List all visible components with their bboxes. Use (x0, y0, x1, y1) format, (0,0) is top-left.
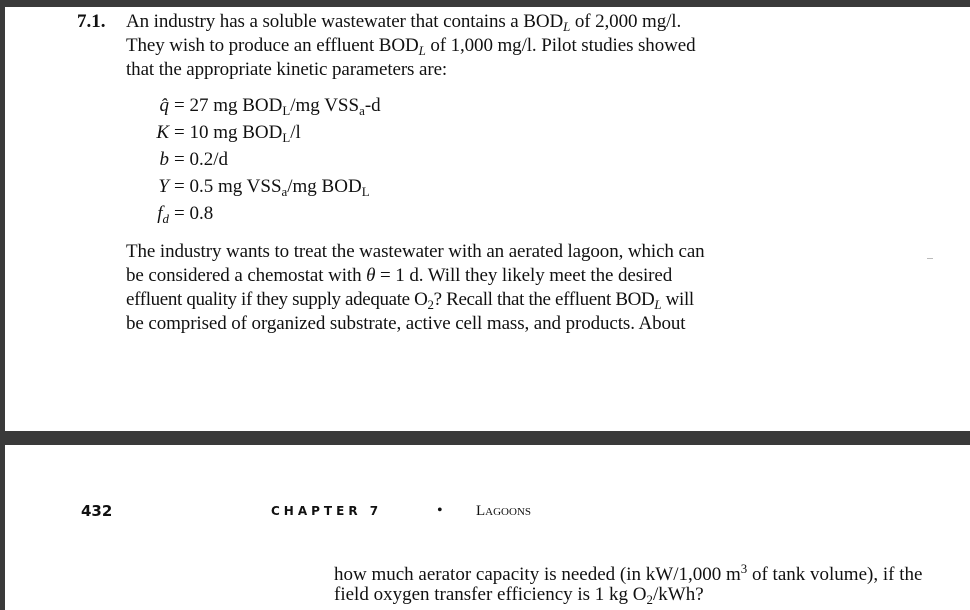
document-page-top (5, 7, 970, 431)
problem-text-line-5: be considered a chemostat with θ = 1 d. Will they likely meet the desired (126, 265, 673, 286)
parameter-q-hat: q̂ = 27 mg $BOD_L/mg$ $VSS_a-d$ (159, 95, 381, 118)
parameter-b: b = 0.2/d (159, 149, 228, 170)
problem-text-line-4: The industry wants to treat the wastewater with an aerated lagoon, which can (126, 241, 705, 262)
section-title: Lagoons (476, 503, 531, 519)
problem-text-line-3: that the appropriate kinetic parameters are: (126, 59, 448, 80)
problem-text-line-1: An industry has a soluble wastewater that contains a $BOD_L$ of 2,000 mg/l. (126, 11, 682, 34)
problem-text-line-2: They wish to produce an effluent $BOD_L$ of 1,000 mg/l. Pilot studies showed (126, 35, 696, 58)
chapter-header: CHAPTER 7 (271, 504, 383, 518)
parameter-value: = 10 mg $BOD_L/l$ (174, 122, 301, 145)
continuation-line-1: how much aerator capacity is needed (in kW/1,000 $m^3$ of tank volume), if the (334, 561, 923, 586)
document-page-bottom (5, 445, 970, 610)
parameter-y: Y = 0.5 mg $VSS_a/mg$ $BOD_L$ (158, 176, 370, 199)
problem-number: 7.1. (77, 11, 106, 32)
page-number: 432 (81, 502, 113, 520)
parameter-value: = 0.2/d (174, 149, 228, 170)
problem-text-line-6: effluent quality if they supply adequate $O_2$? Recall that the effluent $BOD_L$ will (126, 289, 694, 312)
parameter-value: = 27 mg $BOD_L/mg$ $VSS_a-d$ (174, 95, 381, 118)
parameter-value: = 0.8 (174, 203, 214, 224)
margin-mark (927, 258, 933, 259)
header-bullet: • (437, 502, 443, 519)
parameter-fd: $f_d$ = 0.8 (157, 203, 214, 226)
problem-text-line-7: be comprised of organized substrate, active cell mass, and products. About (126, 313, 686, 334)
continuation-line-2: field oxygen transfer efficiency is 1 kg $O_2$/kWh? (334, 584, 704, 607)
parameter-k: K = 10 mg $BOD_L/l$ (156, 122, 301, 145)
parameter-value: = 0.5 mg $VSS_a/mg$ $BOD_L$ (174, 176, 370, 199)
